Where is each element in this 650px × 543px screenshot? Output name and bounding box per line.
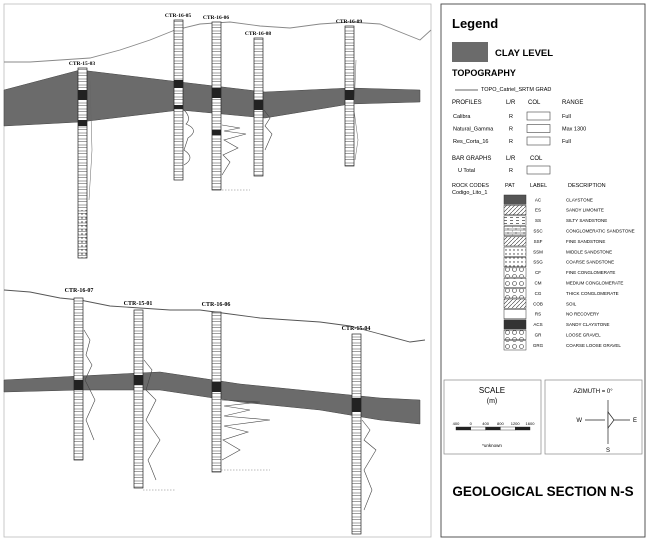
upper-well-label: CTR-16-06: [202, 15, 230, 21]
rock-pattern-swatch: [504, 247, 526, 256]
rock-pattern-swatch: [504, 216, 526, 225]
topography-item: TOPO_Catriel_SRTM GRAD: [481, 87, 552, 93]
legend-title: Legend: [452, 16, 499, 31]
rock-code-description: LOOSE GRAVEL: [566, 332, 601, 338]
bar-graphs-header-cell: BAR GRAPHS: [452, 156, 492, 162]
rock-code-label: SS: [534, 218, 542, 224]
rock-code-label: CF: [535, 270, 541, 276]
clay-level-label: CLAY LEVEL: [495, 48, 554, 59]
rock-code-description: MIDDLE SANDSTONE: [566, 249, 613, 255]
rock-pattern-swatch: [504, 299, 526, 308]
profile-color-swatch: [527, 137, 550, 145]
azimuth-east: E: [633, 418, 638, 424]
profile-range: Full: [562, 114, 571, 120]
scale-title: SCALE: [478, 386, 506, 395]
rock-codes-header-cell: DESCRIPTION: [568, 183, 606, 189]
bar-graphs-header-cell: COL: [530, 156, 543, 162]
profile-color-swatch: [527, 125, 550, 133]
rock-codes-header-cell: LABEL: [530, 183, 548, 189]
profile-color-swatch: [527, 112, 550, 120]
rock-pattern-swatch: [504, 330, 526, 339]
profile-range: Max 1300: [562, 126, 587, 133]
rock-code-description: SANDY LIMONITE: [566, 207, 604, 213]
scale-segment: [456, 427, 471, 430]
profile-name: Res_Corta_16: [453, 139, 489, 145]
profile-side: R: [509, 139, 513, 145]
clay-level-swatch: [452, 42, 488, 62]
rock-code-description: THICK CONGLOMERATE: [566, 290, 619, 296]
rock-pattern-swatch: [504, 195, 526, 204]
rock-code-description: COARSE LOOSE GRAVEL: [566, 342, 621, 348]
rock-code-description: FINE CONGLOMERATE: [566, 270, 616, 276]
rock-pattern-swatch: [504, 237, 526, 246]
rock-codes-header-cell: PAT: [505, 183, 515, 189]
section-title: GEOLOGICAL SECTION N-S: [452, 484, 634, 499]
scale-tick-label: 1600: [525, 421, 535, 426]
profiles-header-cell: RANGE: [562, 100, 584, 106]
scale-tick-label: 1200: [510, 421, 520, 426]
profiles-header-cell: PROFILES: [452, 100, 482, 106]
upper-well-label: CTR-16-09: [335, 19, 363, 25]
profiles-header-cell: L/R: [506, 100, 516, 106]
profile-range: Full: [562, 139, 571, 145]
azimuth-label: AZIMUTH = 0°: [573, 389, 613, 395]
rock-code-label: ACS: [533, 322, 543, 328]
rock-code-description: MEDIUM CONGLOMERATE: [566, 280, 624, 286]
scale-tick-label: 400: [482, 421, 489, 426]
profile-name: Calibra: [453, 114, 471, 120]
azimuth-south: S: [605, 448, 611, 454]
rock-code-description: FINE SANDSTONE: [566, 238, 606, 244]
rock-code-label: COB: [533, 301, 543, 307]
rock-code-label: CG: [534, 290, 542, 296]
rock-pattern-swatch: [504, 341, 526, 350]
rock-code-label: SSC: [533, 228, 543, 234]
scale-segment: [471, 427, 486, 430]
profile-side: R: [509, 114, 513, 120]
rock-code-label: SSF: [533, 238, 543, 244]
upper-well-label: CTR-16-08: [244, 31, 272, 37]
rock-code-label: GR: [534, 332, 542, 338]
azimuth-west: W: [576, 418, 582, 424]
scale-segment: [500, 427, 515, 430]
rock-pattern-swatch: [504, 205, 526, 214]
rock-code-description: COARSE SANDSTONE: [566, 259, 615, 265]
bar-graph-side: R: [509, 168, 513, 174]
rock-code-label: ES: [534, 207, 542, 213]
lower-well-label: CTR-15-04: [341, 326, 371, 332]
rock-pattern-swatch: [504, 226, 526, 235]
rock-pattern-swatch: [504, 289, 526, 298]
profiles-header-cell: COL: [528, 100, 541, 106]
bar-graph-color-swatch: [527, 166, 550, 174]
scale-segment: [515, 427, 530, 430]
rock-code-label: CM: [534, 280, 542, 286]
profile-side: R: [509, 126, 513, 133]
scale-caption: *unknown: [482, 443, 502, 448]
profile-name: Natural_Gamma: [453, 126, 494, 133]
bar-graph-name: U Total: [458, 168, 476, 174]
scale-tick-label: 0: [469, 421, 472, 426]
topography-heading: TOPOGRAPHY: [452, 68, 516, 78]
rock-code-description: SANDY CLAYSTONE: [566, 322, 610, 328]
bar-graphs-header-cell: L/R: [506, 156, 516, 162]
rock-pattern-swatch: [504, 257, 526, 266]
rock-codes-source: Codigo_Lito_1: [452, 190, 488, 196]
rock-codes-header-cell: ROCK CODES: [452, 183, 489, 189]
scale-segment: [486, 427, 501, 430]
rock-code-label: AC: [534, 197, 542, 203]
lower-well-label: CTR-16-06: [201, 302, 231, 308]
lower-well-label: CTR-15-01: [123, 301, 153, 307]
rock-code-label: RS: [534, 311, 542, 317]
rock-code-label: SSG: [533, 259, 543, 265]
rock-pattern-swatch: [504, 309, 526, 318]
rock-code-description: CLAYSTONE: [566, 197, 593, 203]
lower-well-label: CTR-16-07: [64, 288, 94, 294]
rock-pattern-swatch: [504, 278, 526, 287]
rock-code-description: CONGLOMERATIC SANDSTONE: [566, 228, 635, 234]
rock-pattern-swatch: [504, 320, 526, 329]
scale-tick-label: 800: [497, 421, 504, 426]
upper-well-label: CTR-16-05: [164, 13, 192, 19]
scale-unit: (m): [486, 398, 498, 405]
rock-code-label: GRG: [532, 342, 544, 348]
rock-code-label: SSM: [533, 249, 543, 255]
rock-code-description: SOIL: [566, 301, 577, 307]
rock-code-description: NO RECOVERY: [566, 311, 600, 317]
scale-tick-label: 400: [452, 421, 460, 426]
rock-pattern-swatch: [504, 268, 526, 277]
rock-code-description: SILTY SANDSTONE: [566, 218, 608, 224]
upper-well-label: CTR-15-03: [68, 61, 96, 67]
